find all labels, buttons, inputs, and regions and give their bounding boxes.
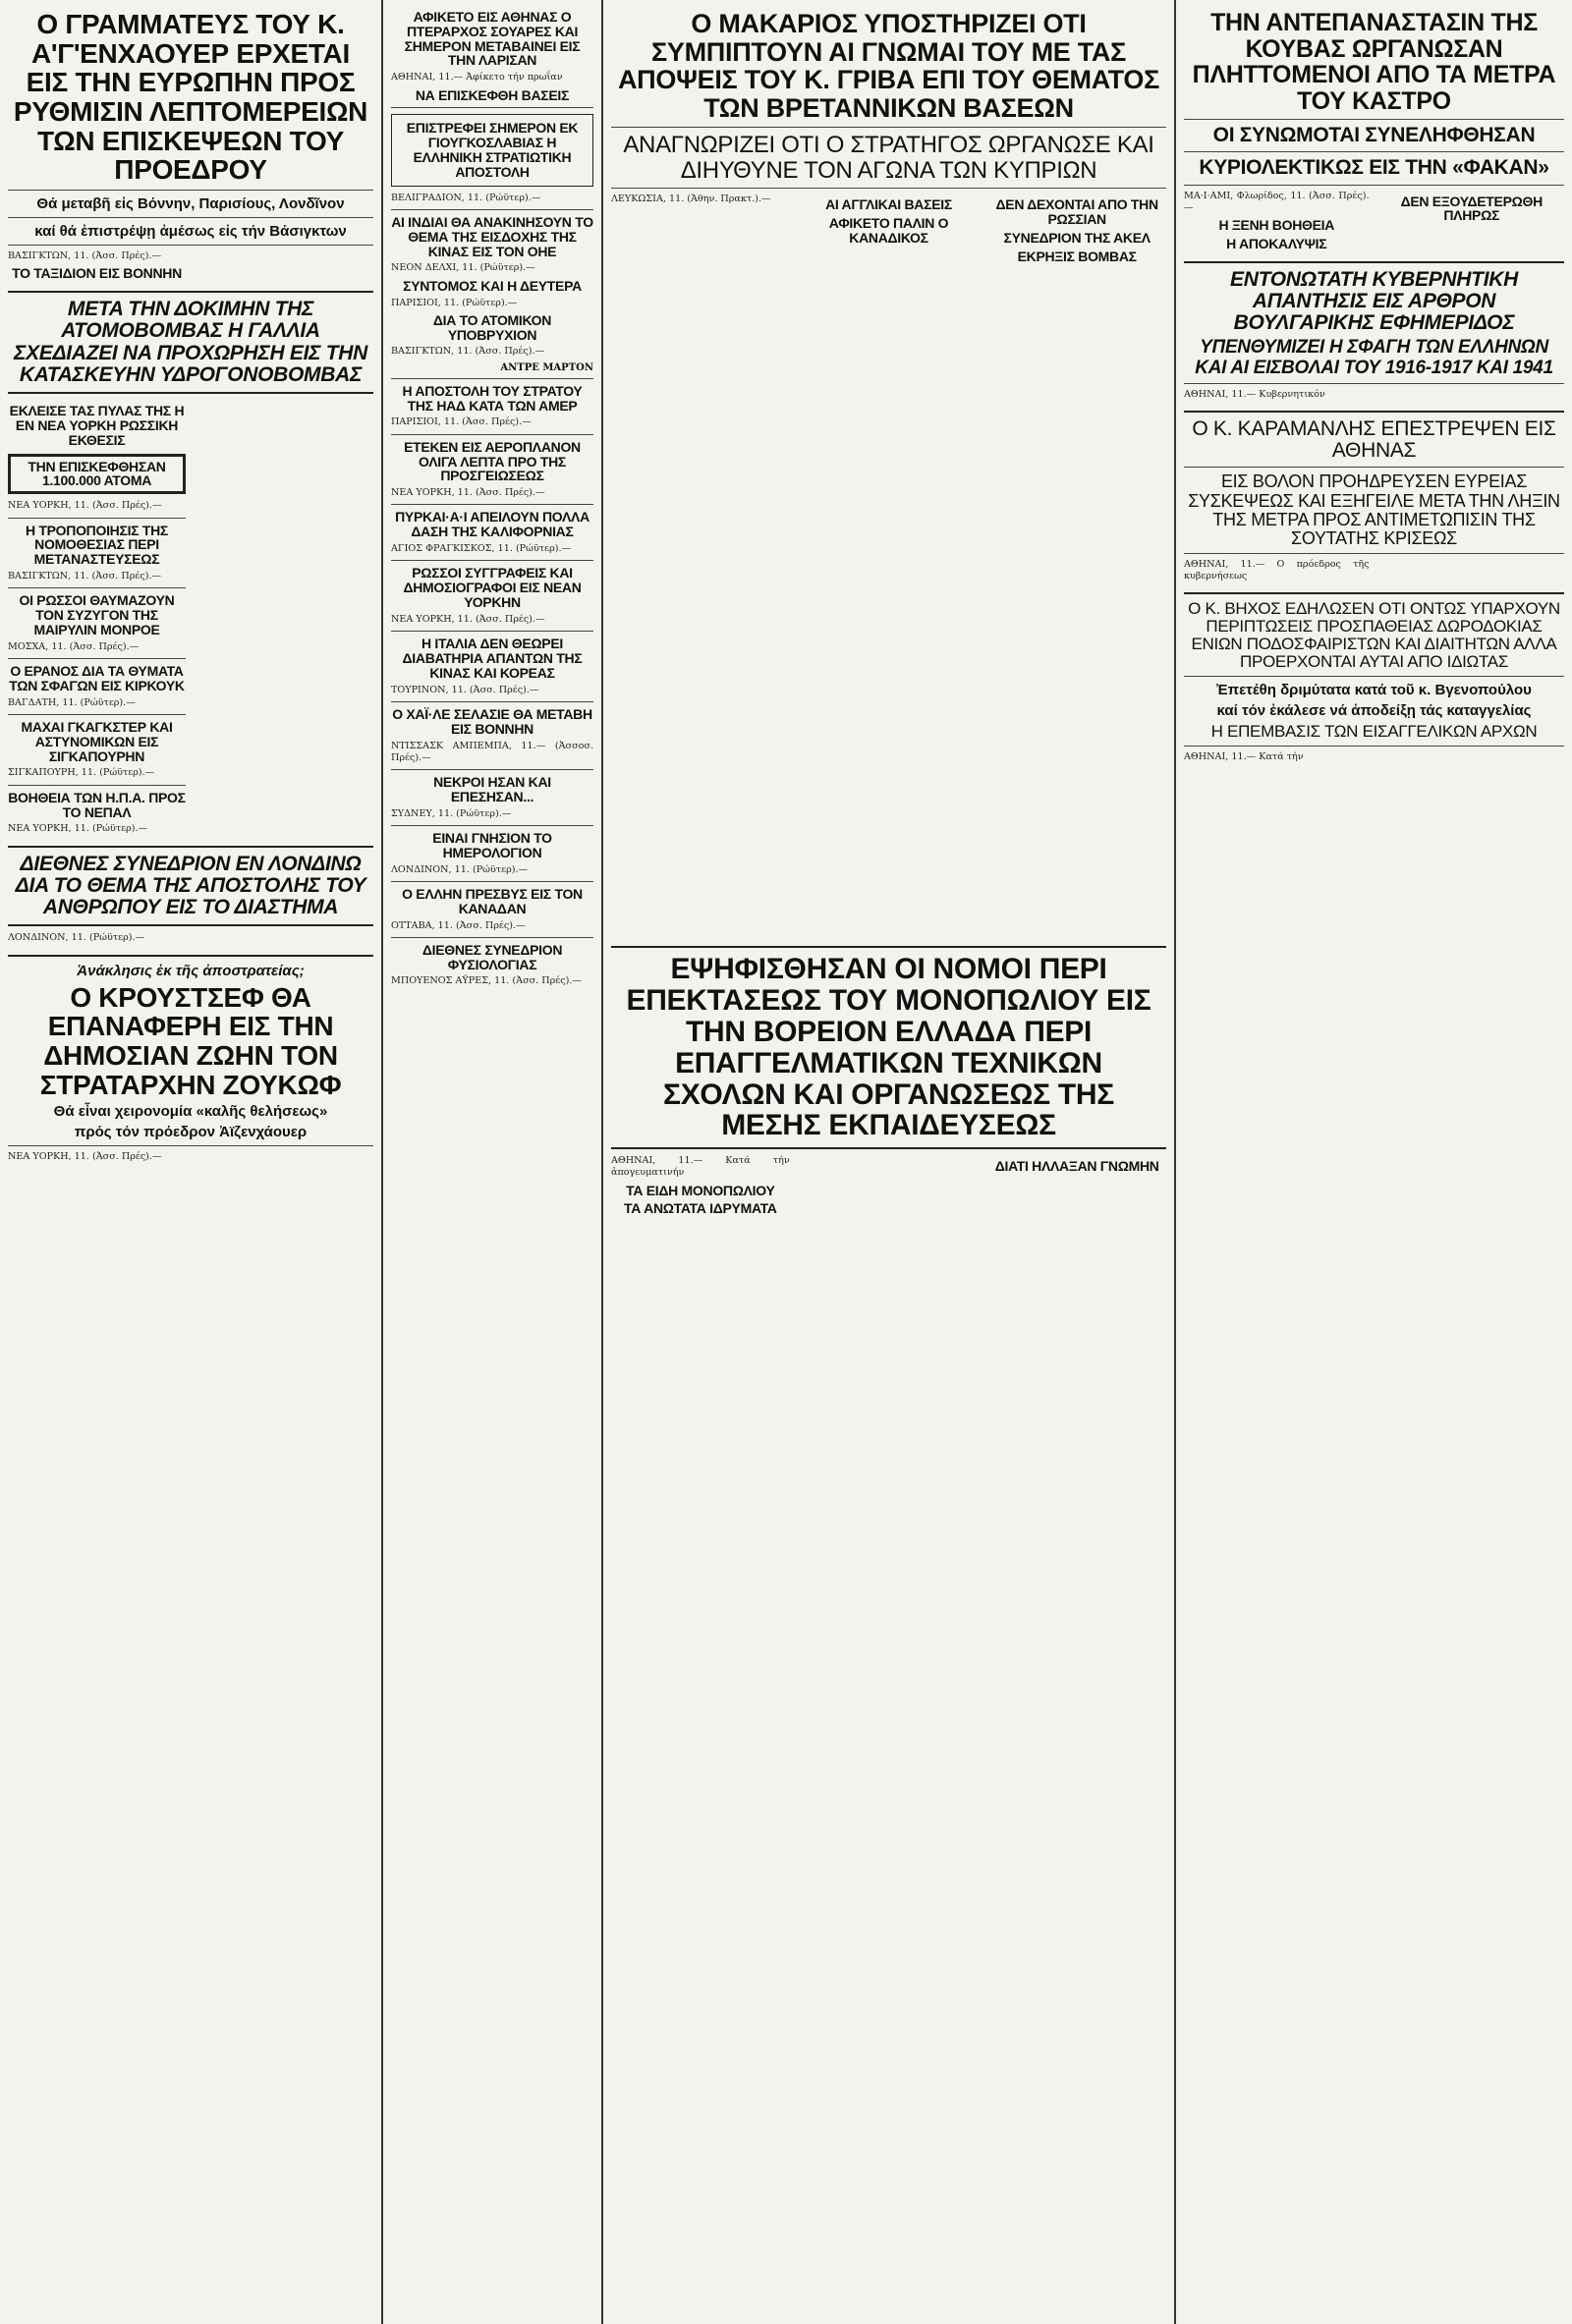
dateline: ΑΘΗΝΑΙ, 11.— Ο πρόεδρος τῆς κυβερνήσεως (1184, 558, 1370, 582)
subheading: Η ΞΕΝΗ ΒΟΗΘΕΙΑ (1218, 217, 1335, 234)
divider (8, 846, 373, 848)
divider (391, 937, 593, 938)
byline: ΑΝΤΡΕ ΜΑΡΤΟΝ (500, 361, 593, 373)
subheading: ΑΦΙΚΕΤΟ ΠΑΛΙΝ Ο ΚΑΝΑΔΙΚΟΣ (828, 215, 949, 246)
headline-birth-airplane: ΕΤΕΚΕΝ ΕΙΣ ΑΕΡΟΠΛΑΝΟΝ ΟΛΙΓΑ ΛΕΠΤΑ ΠΡΟ ΤΗΣ ΠΡΟΣΓΕΙΩΣΕΩΣ (404, 438, 581, 484)
deck-makarios: ΑΝΑΓΝΩΡΙΖΕΙ ΟΤΙ Ο ΣΤΡΑΤΗΓΟΣ ΩΡΓΑΝΩΣΕ ΚΑΙ ΔΙΗΥΘΥΝΕ ΤΟΝ ΑΓΩΝΑ ΤΩΝ ΚΥΠΡΙΩΝ (623, 132, 1154, 184)
divider (611, 188, 1166, 189)
headline-zhukov: Ο ΚΡΟΥΣΤΣΕΦ ΘΑ ΕΠΑΝΑΦΕΡΗ ΕΙΣ ΤΗΝ ΔΗΜΟΣΙΑΝ ΖΩΗΝ ΤΟΝ ΣΤΡΑΤΑΡΧΗΝ ΖΟΥΚΩΦ (39, 981, 342, 1100)
divider (611, 1147, 1166, 1149)
headline-vichos: Ο Κ. ΒΗΧΟΣ ΕΔΗΛΩΣΕΝ ΟΤΙ ΟΝΤΩΣ ΥΠΑΡΧΟΥΝ ΠΕΡΙΠΤΩΣΕΙΣ ΠΡΟΣΠΑΘΕΙΑΣ ΔΩΡΟΔΟΚΙΑΣ ΕΝΙΩΝ ΠΟΔΟΣΦΑΙΡΙΣΤΩΝ ΚΑΙ ΔΙΑΙΤΗΤΩΝ ΑΛΛΑ ΠΡΟΕΡΧΟΝΤΑΙ ΑΥΤΑΙ ΑΠΟ ΙΔΙΩΤΑΣ (1188, 599, 1560, 672)
subheading: ΔΙΑ ΤΟ ΑΤΟΜΙΚΟΝ ΥΠΟΒΡΥΧΙΟΝ (432, 311, 552, 343)
headline-physiology: ΔΙΕΘΝΕΣ ΣΥΝΕΔΡΙΟΝ ΦΥΣΙΟΛΟΓΙΑΣ (421, 941, 563, 972)
dateline: ΣΥΔΝΕΥ, 11. (Ρώϋτερ).— (391, 807, 512, 819)
subheading: ΤΑ ΑΝΩΤΑΤΑ ΙΔΡΥΜΑΤΑ (624, 1200, 777, 1217)
dateline: ΝΕΑ ΥΟΡΚΗ, 11. (Ρώϋτερ).— (8, 823, 148, 835)
divider (391, 701, 593, 702)
dateline: ΜΟΣΧΑ, 11. (Ἀσσ. Πρές).— (8, 640, 140, 652)
headline-russian-exhibition: ΕΚΛΕΙΣΕ ΤΑΣ ΠΥΛΑΣ ΤΗΣ Η ΕΝ ΝΕΑ ΥΟΡΚΗ ΡΩΣΣΙΚΗ ΕΚΘΕΣΙΣ (9, 403, 185, 448)
dateline: ΜΠΟΥΕΝΟΣ ΑΫΡΕΣ, 11. (Ἀσσ. Πρές).— (391, 975, 582, 987)
deck: καί τόν ἐκάλεσε νά ἀποδείξῃ τάς καταγγελίας (1216, 702, 1532, 720)
divider (391, 631, 593, 632)
headline-makarios: Ο ΜΑΚΑΡΙΟΣ ΥΠΟΣΤΗΡΙΖΕΙ ΟΤΙ ΣΥΜΠΙΠΤΟΥΝ ΑΙ ΓΝΩΜΑΙ ΤΟΥ ΜΕ ΤΑΣ ΑΠΟΨΕΙΣ ΤΟΥ Κ. ΓΡΙΒΑ ΕΠΙ ΤΟΥ ΘΕΜΑΤΟΣ ΤΩΝ ΒΡΕΤΑΝΝΙΚΩΝ ΒΑΣΕΩΝ (617, 9, 1159, 123)
divider (391, 769, 593, 770)
divider (8, 785, 186, 786)
article-body (1184, 751, 1564, 767)
divider (1184, 676, 1564, 677)
divider (8, 658, 186, 659)
article-body (1184, 389, 1564, 405)
divider (611, 127, 1166, 128)
dateline: ΒΑΣΙΓΚΤΩΝ, 11. (Ἀσσ. Πρές).— (8, 250, 162, 262)
divider (1184, 383, 1564, 384)
dateline: ΑΘΗΝΑΙ, 11.— Κυβερνητικόν (1184, 388, 1325, 400)
deck: ΟΙ ΣΥΝΩΜΟΤΑΙ ΣΥΝΕΛΗΦΘΗΣΑΝ (1212, 124, 1536, 146)
headline-atom-bomb-france: ΜΕΤΑ ΤΗΝ ΔΟΚΙΜΗΝ ΤΗΣ ΑΤΟΜΟΒΟΜΒΑΣ Η ΓΑΛΛΙΑ ΣΧΕΔΙΑΖΕΙ ΝΑ ΠΡΟΧΩΡΗΣΗ ΕΙΣ ΤΗΝ ΚΑΤΑΣΚΕΥΗΝ ΥΔΡΟΓΟΝΟΒΟΜΒΑΣ (13, 298, 368, 386)
headline-russian-writers: ΡΩΣΣΟΙ ΣΥΓΓΡΑΦΕΙΣ ΚΑΙ ΔΗΜΟΣΙΟΓΡΑΦΟΙ ΕΙΣ ΝΕΑΝ ΥΟΡΚΗΝ (403, 565, 582, 610)
dateline: ΤΟΥΡΙΝΟΝ, 11. (Ἀσσ. Πρές).— (391, 684, 539, 695)
divider (8, 217, 373, 218)
dateline: ΝΤΙΣΣΑΣΚ ΑΜΠΕΜΠΑ, 11.— (Ἀσσοσ. Πρές).— (391, 740, 593, 763)
divider (391, 107, 593, 108)
subheading: Η ΑΠΟΚΑΛΥΨΙΣ (1226, 235, 1327, 251)
deck: Ἐπετέθη δριμύτατα κατά τοῦ κ. Βγενοπούλου (1216, 682, 1532, 699)
article-body (8, 932, 373, 948)
deck: ΕΙΣ ΒΟΛΟΝ ΠΡΟΗΔΡΕΥΣΕΝ ΕΥΡΕΙΑΣ ΣΥΣΚΕΨΕΩΣ ΚΑΙ ΕΞΗΓΕΙΛΕ ΜΕΤΑ ΤΗΝ ΛΗΞΙΝ ΤΗΣ ΜΕΤΡΑ ΠΡΟΣ ΑΝΤΙΜΕΤΩΠΙΣΙΝ ΤΗΣ ΣΟΥΤΑΤΗΣ ΚΡΙΣΕΩΣ (1188, 471, 1560, 548)
divider (391, 378, 593, 379)
headline-army-mission: Η ΑΠΟΣΤΟΛΗ ΤΟΥ ΣΤΡΑΤΟΥ ΤΗΣ ΗΑΔ ΚΑΤΑ ΤΩΝ ΑΜΕΡ (402, 382, 583, 414)
headline-california-fires: ΠΥΡΚΑΙ·Α·Ι ΑΠΕΙΛΟΥΝ ΠΟΛΛΑ ΔΑΣΗ ΤΗΣ ΚΑΛΙΦΟΡΝΙΑΣ (395, 509, 590, 540)
divider (8, 190, 373, 191)
dateline: ΑΘΗΝΑΙ, 11.— Ἀφίκετο τήν πρωΐαν (391, 72, 563, 83)
dateline: ΝΕΑ ΥΟΡΚΗ, 11. (Ἀσσ. Πρές).— (391, 613, 545, 625)
divider (1184, 185, 1564, 186)
headline-military-mission: ΕΠΙΣΤΡΕΦΕΙ ΣΗΜΕΡΟΝ ΕΚ ΓΙΟΥΓΚΟΣΛΑΒΙΑΣ Η ΕΛΛΗΝΙΚΗ ΣΤΡΑΤΙΩΤΙΚΗ ΑΠΟΣΤΟΛΗ (406, 120, 579, 180)
article-body (1184, 191, 1564, 255)
headline-ambassador-canada: Ο ΕΛΛΗΝ ΠΡΕΣΒΥΣ ΕΙΣ ΤΟΝ ΚΑΝΑΔΑΝ (402, 885, 583, 916)
subheading: ΣΥΝΕΔΡΙΟΝ ΤΗΣ ΑΚΕΛ (1003, 229, 1151, 246)
divider (1184, 151, 1564, 152)
dateline: ΑΓΙΟΣ ΦΡΑΓΚΙΣΚΟΣ, 11. (Ρώϋτερ).— (391, 543, 572, 555)
dateline: ΛΟΝΔΙΝΟΝ, 11. (Ρώϋτερ).— (391, 863, 529, 875)
divider (8, 955, 373, 957)
headline-karamanlis: Ο Κ. ΚΑΡΑΜΑΝΛΗΣ ΕΠΕΣΤΡΕΨΕΝ ΕΙΣ ΑΘΗΝΑΣ (1192, 416, 1556, 463)
subheading: ΝΑ ΕΠΙΣΚΕΦΘΗ ΒΑΣΕΙΣ (415, 86, 570, 103)
subheading: ΑΙ ΑΓΓΛΙΚΑΙ ΒΑΣΕΙΣ (825, 196, 952, 213)
dateline: ΑΘΗΝΑΙ, 11.— Κατά τήν ἀπογευματινήν (611, 1155, 790, 1179)
subheading: ΔΕΝ ΕΞΟΥΔΕΤΕΡΩΘΗ ΠΛΗΡΩΣ (1400, 193, 1543, 224)
subheading: ΣΥΝΤΟΜΟΣ ΚΑΙ Η ΔΕΥΤΕΡΑ (403, 277, 582, 294)
headline-nepal: ΒΟΗΘΕΙΑ ΤΩΝ Η.Π.Α. ΠΡΟΣ ΤΟ ΝΕΠΑΛ (8, 789, 186, 820)
boxed-deck: ΤΗΝ ΕΠΙΣΚΕΦΘΗΣΑΝ 1.100.000 ΑΤΟΜΑ (8, 454, 186, 495)
deck: πρός τόν πρόεδρον Ἀϊζενχάουερ (74, 1124, 308, 1141)
headline-singapore: ΜΑΧΑΙ ΓΚΑΓΚΣΤΕΡ ΚΑΙ ΑΣΤΥΝΟΜΙΚΩΝ ΕΙΣ ΣΙΓΚΑΠΟΥΡΗΝ (21, 718, 173, 764)
headline-monroe-husband: ΟΙ ΡΩΣΣΟΙ ΘΑΥΜΑΖΟΥΝ ΤΟΝ ΣΥΖΥΓΟΝ ΤΗΣ ΜΑΙΡΥΛΙΝ ΜΟΝΡΟΕ (19, 592, 175, 637)
divider (1184, 467, 1564, 468)
kicker: Ἀνάκλησις ἐκ τῆς ἀποστρατείας; (77, 962, 305, 979)
article-body (8, 1151, 373, 1167)
headline-kirkuk: Ο ΕΡΑΝΟΣ ΔΙΑ ΤΑ ΘΥΜΑΤΑ ΤΩΝ ΣΦΑΓΩΝ ΕΙΣ ΚΙΡΚΟΥΚ (9, 663, 185, 693)
dateline: ΝΕΟΝ ΔΕΛΧΙ, 11. (Ρώϋτερ).— (391, 262, 535, 274)
deck: Η ΕΠΕΜΒΑΣΙΣ ΤΩΝ ΕΙΣΑΓΓΕΛΙΚΩΝ ΑΡΧΩΝ (1210, 722, 1538, 742)
headline-immigration: Η ΤΡΟΠΟΠΟΙΗΣΙΣ ΤΗΣ ΝΟΜΟΘΕΣΙΑΣ ΠΕΡΙ ΜΕΤΑΝΑΣΤΕΥΣΕΩΣ (25, 522, 169, 568)
dateline: ΝΕΑ ΥΟΡΚΗ, 11. (Ἀσσ. Πρές).— (8, 500, 162, 512)
dateline: ΣΙΓΚΑΠΟΥΡΗ, 11. (Ρώϋτερ).— (8, 767, 155, 779)
subheading: ΤΑ ΕΙΔΗ ΜΟΝΟΠΩΛΙΟΥ (626, 1182, 775, 1198)
headline-eisenhower-secretary: Ο ΓΡΑΜΜΑΤΕΥΣ ΤΟΥ Κ. Α'Γ'ΕΝΧΑΟΥΕΡ ΕΡΧΕΤΑΙ ΕΙΣ ΤΗΝ ΕΥΡΩΠΗΝ ΠΡΟΣ ΡΥΘΜΙΣΙΝ ΛΕΠΤΟΜΕΡΕΙΩΝ ΤΩΝ ΕΠΙΣΚΕΨΕΩΝ ΤΟΥ ΠΡΟΕΔΡΟΥ (13, 9, 368, 186)
headline-suarez: ΑΦΙΚΕΤΟ ΕΙΣ ΑΘΗΝΑΣ Ο ΠΤΕΡΑΡΧΟΣ ΣΟΥΑΡΕΣ ΚΑΙ ΣΗΜΕΡΟΝ ΜΕΤΑΒΑΙΝΕΙ ΕΙΣ ΤΗΝ ΛΑΡΙΣΑΝ (404, 9, 581, 69)
headline-monopoly-laws: ΕΨΗΦΙΣΘΗΣΑΝ ΟΙ ΝΟΜΟΙ ΠΕΡΙ ΕΠΕΚΤΑΣΕΩΣ ΤΟΥ ΜΟΝΟΠΩΛΙΟΥ ΕΙΣ ΤΗΝ ΒΟΡΕΙΟΝ ΕΛΛΑΔΑ ΠΕΡΙ ΕΠΑΓΓΕΛΜΑΤΙΚΩΝ ΤΕΧΝΙΚΩΝ ΣΧΟΛΩΝ ΚΑΙ ΟΡΓΑΝΩΣΕΩΣ ΤΗΣ ΜΕΣΗΣ ΕΚΠΑΙΔΕΥΣΕΩΣ (626, 953, 1151, 1142)
deck: ΥΠΕΝΘΥΜΙΖΕΙ Η ΣΦΑΓΗ ΤΩΝ ΕΛΛΗΝΩΝ ΚΑΙ ΑΙ ΕΙΣΒΟΛΑΙ ΤΟΥ 1916-1917 ΚΑΙ 1941 (1195, 337, 1553, 378)
divider (8, 392, 373, 394)
dateline: ΒΕΛΙΓΡΑΔΙΟΝ, 11. (Ρώϋτερ).— (391, 192, 541, 203)
deck: καί θά ἐπιστρέψῃ ἀμέσως εἰς τήν Βάσιγκτων (34, 223, 347, 241)
dateline: ΑΘΗΝΑΙ, 11.— Κατά τήν (1184, 751, 1304, 763)
dateline: ΠΑΡΙΣΙΟΙ, 11. (Ρώϋτερ).— (391, 297, 518, 308)
headline-italy-passports: Η ΙΤΑΛΙΑ ΔΕΝ ΘΕΩΡΕΙ ΔΙΑΒΑΤΗΡΙΑ ΑΠΑΝΤΩΝ ΤΗΣ ΚΙΝΑΣ ΚΑΙ ΚΟΡΕΑΣ (402, 636, 583, 681)
dateline: ΒΑΣΙΓΚΤΩΝ, 11. (Ἀσσ. Πρές).— (8, 571, 162, 582)
divider (391, 560, 593, 561)
column-4 (1176, 0, 1572, 2324)
subheading: ΔΙΑΤΙ ΗΛΛΑΞΑΝ ΓΝΩΜΗΝ (994, 1158, 1159, 1175)
article-body (1184, 559, 1564, 587)
divider (391, 881, 593, 882)
dateline: ΜΑ·Ι·ΑΜΙ, Φλωρίδος, 11. (Ἀσσ. Πρές).— (1184, 190, 1370, 213)
column-center (603, 0, 1174, 2324)
dateline: ΝΕΑ ΥΟΡΚΗ, 11. (Ἀσσ. Πρές).— (391, 487, 545, 499)
divider (8, 518, 186, 519)
divider (8, 1145, 373, 1146)
article-body (611, 194, 1166, 940)
divider (391, 209, 593, 210)
divider (8, 291, 373, 293)
column-1 (0, 0, 381, 2324)
dateline: ΝΕΑ ΥΟΡΚΗ, 11. (Ἀσσ. Πρές).— (8, 1151, 162, 1163)
deck: Θά εἶναι χειρονομία «καλῆς θελήσεως» (53, 1103, 328, 1121)
headline-dead-fell: ΝΕΚΡΟΙ ΗΣΑΝ ΚΑΙ ΕΠΕΣΗΣΑΝ... (433, 774, 551, 804)
subheading: ΕΚΡΗΞΙΣ ΒΟΜΒΑΣ (1017, 248, 1137, 264)
divider (1184, 119, 1564, 120)
divider (1184, 261, 1564, 263)
dateline: ΟΤΤΑΒΑ, 11. (Ἀσσ. Πρές).— (391, 919, 526, 931)
subheading: ΔΕΝ ΔΕΧΟΝΤΑΙ ΑΠΟ ΤΗΝ ΡΩΣΣΙΑΝ (995, 196, 1158, 228)
headline-india-china: ΑΙ ΙΝΔΙΑΙ ΘΑ ΑΝΑΚΙΝΗΣΟΥΝ ΤΟ ΘΕΜΑ ΤΗΣ ΕΙΣΔΟΧΗΣ ΤΗΣ ΚΙΝΑΣ ΕΙΣ ΤΟΝ ΟΗΕ (391, 213, 593, 259)
dateline: ΛΕΥΚΩΣΙΑ, 11. (Ἀθην. Πρακτ.).— (611, 194, 771, 205)
headline-bulgarian-newspaper: ΕΝΤΟΝΩΤΑΤΗ ΚΥΒΕΡΝΗΤΙΚΗ ΑΠΑΝΤΗΣΙΣ ΕΙΣ ΑΡΘΡΟΝ ΒΟΥΛΓΑΡΙΚΗΣ ΕΦΗΜΕΡΙΔΟΣ (1230, 267, 1518, 335)
divider (8, 924, 373, 926)
headline-haile-selassie: Ο ΧΑΪ·ΛΕ ΣΕΛΑΣΙΕ ΘΑ ΜΕΤΑΒΗ ΕΙΣ ΒΟΝΝΗΝ (392, 705, 592, 737)
dateline: ΒΑΣΙΓΚΤΩΝ, 11. (Ἀσσ. Πρές).— (391, 346, 545, 358)
headline-space-congress: ΔΙΕΘΝΕΣ ΣΥΝΕΔΡΙΟΝ ΕΝ ΛΟΝΔΙΝΩ ΔΙΑ ΤΟ ΘΕΜΑ ΤΗΣ ΑΠΟΣΤΟΛΗΣ ΤΟΥ ΑΝΘΡΩΠΟΥ ΕΙΣ ΤΟ ΔΙΑΣΤΗΜΑ (15, 852, 366, 919)
divider (391, 825, 593, 826)
divider (8, 587, 186, 588)
dateline: ΠΑΡΙΣΙΟΙ, 11. (Ἀσσ. Πρές).— (391, 416, 532, 428)
subheading: ΤΟ ΤΑΞΙΔΙΟΝ ΕΙΣ ΒΟΝΝΗΝ (12, 265, 182, 282)
dateline: ΒΑΓΔΑΤΗ, 11. (Ρώϋτερ).— (8, 696, 136, 708)
divider (1184, 592, 1564, 594)
divider (391, 504, 593, 505)
divider (391, 434, 593, 435)
deck: Θά μεταβῆ εἰς Βόννην, Παρισίους, Λονδῖνον (36, 195, 345, 213)
divider (1184, 553, 1564, 554)
article-body (8, 250, 373, 285)
divider (1184, 411, 1564, 413)
article-body (8, 400, 373, 840)
divider (611, 946, 1166, 948)
divider (8, 714, 186, 715)
column-2 (383, 0, 601, 2324)
divider (8, 245, 373, 246)
box (391, 114, 593, 186)
article-body (611, 1155, 1166, 1220)
dateline: ΛΟΝΔΙΝΟΝ, 11. (Ρώϋτερ).— (8, 932, 145, 944)
headline-diary: ΕΙΝΑΙ ΓΝΗΣΙΟΝ ΤΟ ΗΜΕΡΟΛΟΓΙΟΝ (432, 829, 552, 860)
headline-cuba: ΤΗΝ ΑΝΤΕΠΑΝΑΣΤΑΣΙΝ ΤΗΣ ΚΟΥΒΑΣ ΩΡΓΑΝΩΣΑΝ ΠΛΗΤΤΟΜΕΝΟΙ ΑΠΟ ΤΑ ΜΕΤΡΑ ΤΟΥ ΚΑΣΤΡΟ (1192, 9, 1556, 115)
deck: ΚΥΡΙΟΛΕΚΤΙΚΩΣ ΕΙΣ ΤΗΝ «ΦΑΚΑΝ» (1199, 156, 1549, 180)
divider (1184, 746, 1564, 747)
